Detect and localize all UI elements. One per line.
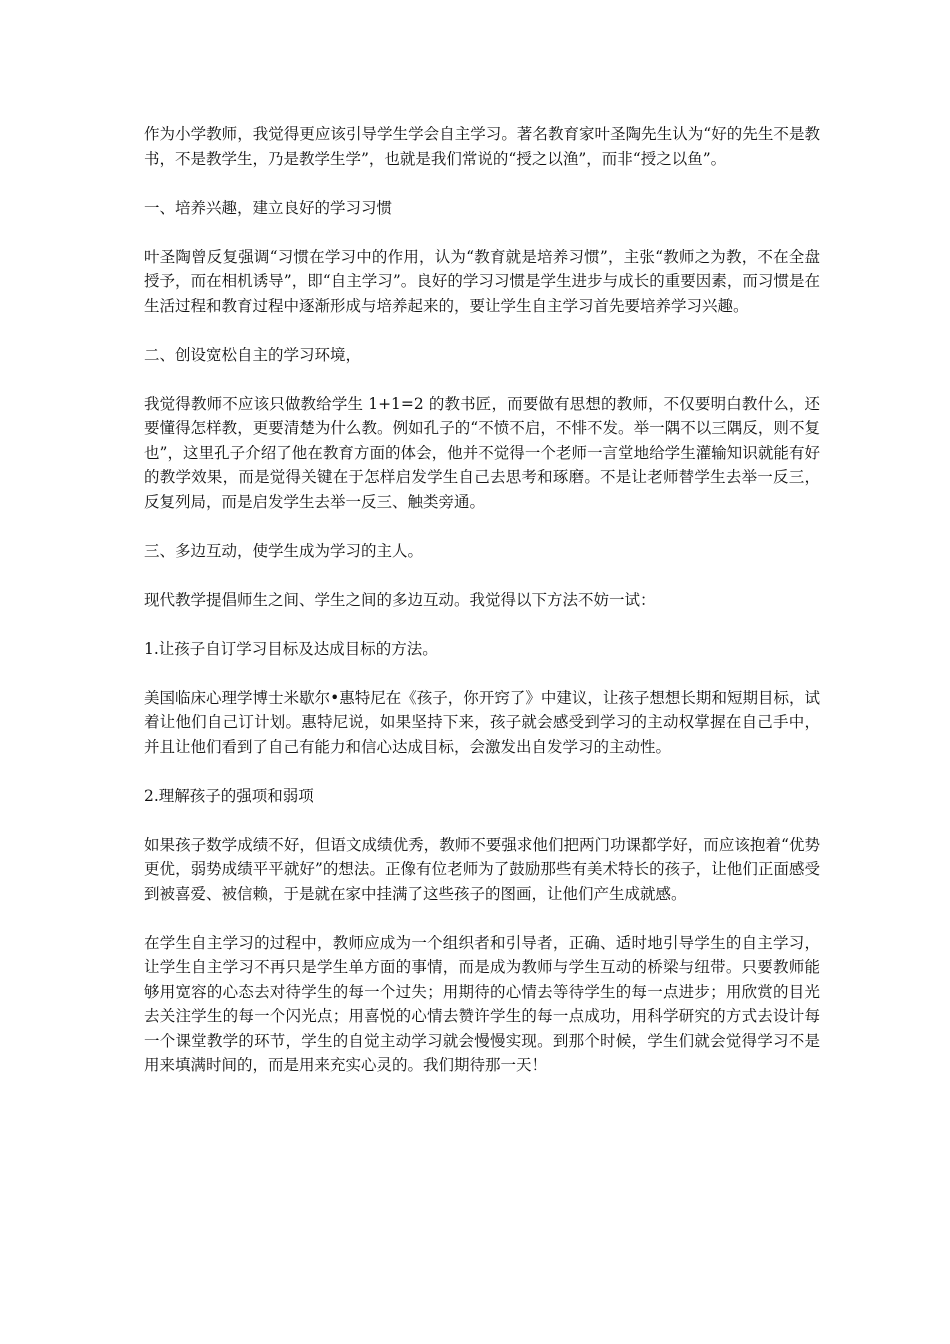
section-1-paragraph: 叶圣陶曾反复强调“习惯在学习中的作用，认为“教育就是培养习惯”，主张“教师之为教，不在全盘授予，而在相机诱导”，即“自主学习”。良好的学习习惯是学生进步与成长的重要因素，而习惯是在生活过程和教育过程中逐渐形成与培养起来的，要让学生自主学习首先要培养学习兴趣。: [144, 247, 820, 315]
section-heading-2: 二、创设宽松自主的学习环境，: [144, 345, 362, 364]
section-heading-1: 一、培养兴趣，建立良好的学习习惯: [144, 198, 393, 217]
method-1-paragraph: 美国临床心理学博士米歇尔•惠特尼在《孩子，你开窍了》中建议，让孩子想想长期和短期目标，试着让他们自己订计划。惠特尼说，如果坚持下来，孩子就会感受到学习的主动权掌握在自己手中，并且让他们看到了自己有能力和信心达成目标，会激发出自发学习的主动性。: [144, 688, 820, 756]
section-2-paragraph: 我觉得教师不应该只做教给学生 1+1=2 的教书匠，而要做有思想的教师，不仅要明白教什么，还要懂得怎样教，更要清楚为什么教。例如孔子的“不愤不启，不悱不发。举一隅不以三隅反，则不复也”，这里孔子介绍了他在教育方面的体会，他并不觉得一个老师一言堂地给学生灌输知识就能有好的教学效果，而是觉得关键在于怎样启发学生自己去思考和琢磨。不是让老师替学生去举一反三，反复列局，而是启发学生去举一反三、触类旁通。: [144, 394, 820, 511]
method-2-paragraph: 如果孩子数学成绩不好，但语文成绩优秀，教师不要强求他们把两门功课都学好，而应该抱着“优势更优，弱势成绩平平就好”的想法。正像有位老师为了鼓励那些有美术特长的孩子，让他们正面感受到被喜爱、被信赖，于是就在家中挂满了这些孩子的图画，让他们产生成就感。: [144, 835, 820, 903]
method-heading-2: 2.理解孩子的强项和弱项: [144, 786, 314, 805]
section-heading-3: 三、多边互动，使学生成为学习的主人。: [144, 541, 424, 560]
conclusion-paragraph: 在学生自主学习的过程中，教师应成为一个组织者和引导者，正确、适时地引导学生的自主学习，让学生自主学习不再只是学生单方面的事情，而是成为教师与学生互动的桥梁与纽带。只要教师能够用宽容的心态去对待学生的每一个过失；用期待的心情去等待学生的每一点进步；用欣赏的目光去关注学生的每一个闪光点；用喜悦的心情去赞许学生的每一点成功，用科学研究的方式去设计每一个课堂教学的环节，学生的自觉主动学习就会慢慢实现。到那个时候，学生们就会觉得学习不是用来填满时间的，而是用来充实心灵的。我们期待那一天！: [144, 933, 820, 1074]
document-body: [144, 122, 820, 1102]
method-heading-1: 1.让孩子自订学习目标及达成目标的方法。: [144, 639, 438, 658]
section-3-paragraph: 现代教学提倡师生之间、学生之间的多边互动。我觉得以下方法不妨一试：: [144, 590, 656, 609]
intro-paragraph: 作为小学教师，我觉得更应该引导学生学会自主学习。著名教育家叶圣陶先生认为“好的先生不是教书，不是教学生，乃是教学生学”，也就是我们常说的“授之以渔”，而非“授之以鱼”。: [144, 125, 820, 168]
